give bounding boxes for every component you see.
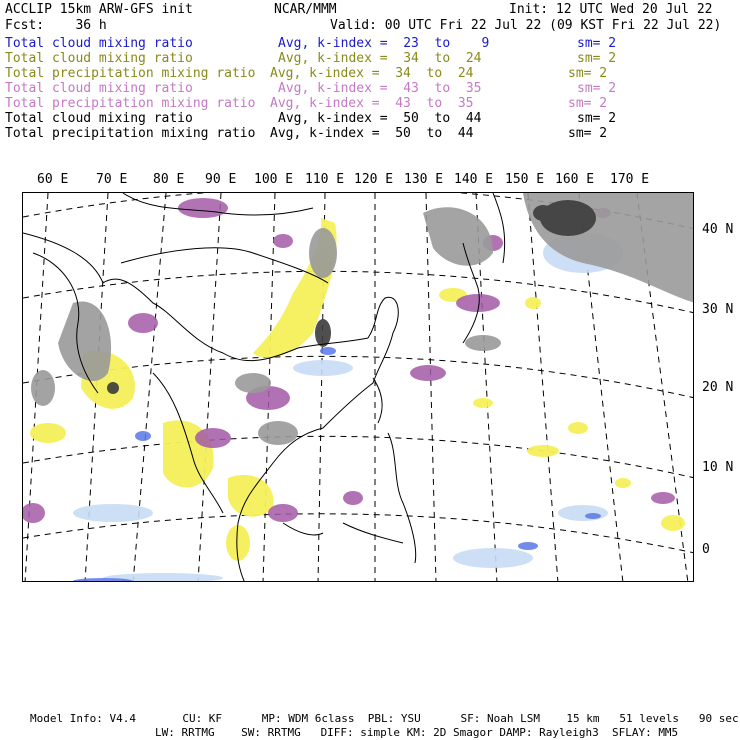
map-panel [22,192,694,582]
lon-label: 90 E [205,172,237,187]
lon-label: 160 E [555,172,595,187]
field-sm: sm= 2 [577,51,617,66]
lat-label: 40 N [702,222,734,237]
lat-label: 30 N [702,302,734,317]
field-sm: sm= 2 [577,111,617,126]
lat-label: 0 [702,542,710,557]
field-avg: Avg, k-index = 23 to 9 [278,36,490,51]
lon-label: 70 E [96,172,128,187]
lon-label: 150 E [505,172,545,187]
lon-label: 100 E [254,172,294,187]
center-label: NCAR/MMM [274,2,337,17]
field-name: Total cloud mixing ratio [5,111,193,126]
valid-time: Valid: 00 UTC Fri 22 Jul 22 (09 KST Fri 22 Jul 22) [330,18,722,33]
dark-cloud-field [107,200,596,394]
field-avg: Avg, k-index = 34 to 24 [270,66,474,81]
field-sm: sm= 2 [568,96,608,111]
lon-label: 120 E [354,172,394,187]
field-sm: sm= 2 [568,66,608,81]
field-avg: Avg, k-index = 50 to 44 [270,126,474,141]
field-name: Total cloud mixing ratio [5,51,193,66]
forecast-hour: Fcst: 36 h [5,18,107,33]
field-name: Total precipitation mixing ratio [5,96,256,111]
field-avg: Avg, k-index = 34 to 24 [278,51,482,66]
blue-core-field [73,347,601,582]
field-name: Total precipitation mixing ratio [5,66,256,81]
init-time: Init: 12 UTC Wed 20 Jul 22 [509,2,713,17]
field-name: Total cloud mixing ratio [5,81,193,96]
lon-label: 130 E [404,172,444,187]
lon-label: 60 E [37,172,69,187]
lon-label: 140 E [454,172,494,187]
lat-label: 10 N [702,460,734,475]
map-canvas [23,193,694,582]
lon-label: 110 E [305,172,345,187]
lon-label: 80 E [153,172,185,187]
lon-label: 170 E [610,172,650,187]
model-info-line-2: LW: RRTMG SW: RRTMG DIFF: simple KM: 2D Smagor DAMP: Rayleigh3 SFLAY: MM5 [155,726,679,739]
model-info-line-1: Model Info: V4.4 CU: KF MP: WDM 6class PBL: YSU SF: Noah LSM 15 km 51 levels 90 sec [30,712,739,725]
field-sm: sm= 2 [568,126,608,141]
field-avg: Avg, k-index = 43 to 35 [270,96,474,111]
field-sm: sm= 2 [577,36,617,51]
lat-label: 20 N [702,380,734,395]
field-avg: Avg, k-index = 43 to 35 [278,81,482,96]
field-avg: Avg, k-index = 50 to 44 [278,111,482,126]
field-name: Total precipitation mixing ratio [5,126,256,141]
field-name: Total cloud mixing ratio [5,36,193,51]
field-sm: sm= 2 [577,81,617,96]
product-title: ACCLIP 15km ARW-GFS init [5,2,193,17]
